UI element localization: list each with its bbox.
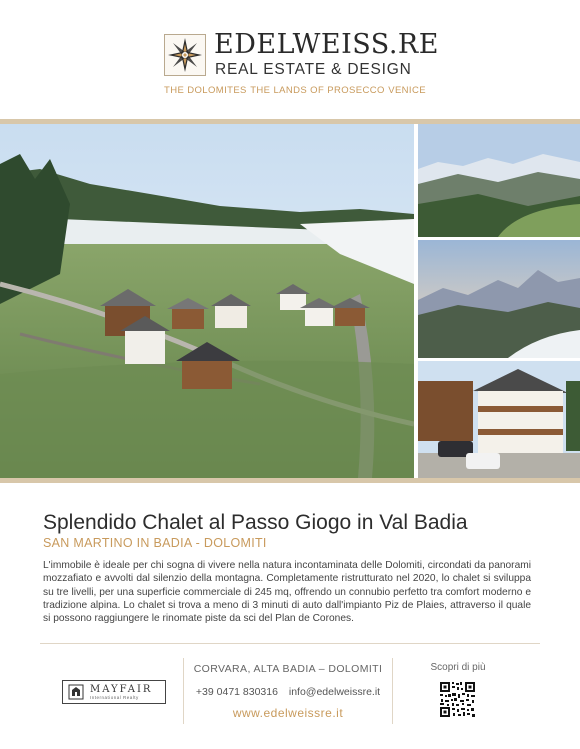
mayfair-logo[interactable] — [62, 680, 166, 704]
email-link[interactable]: info@edelweissre.it — [288, 686, 381, 698]
side-photo-peaks[interactable] — [418, 240, 580, 358]
divider-band-bottom — [0, 478, 580, 483]
region-dolomites[interactable]: THE DOLOMITES — [164, 85, 247, 96]
region-prosecco[interactable]: THE LANDS OF PROSECCO — [250, 85, 385, 96]
mayfair-crest-icon — [68, 684, 84, 700]
listing-description: L'immobile è ideale per chi sogna di vivere nella natura incontaminata delle Dolomiti, circondati da panorami mozzafiato e avvolti dal silenzio della montagna. Completamente ristrutturato nel 2020, lo chalet si sviluppa su tre livelli, per una superficie commerciale di 245 mq, offrendo un connubio perfetto tra comfort moderno e tradizione alpina. Lo chalet si trova a meno di 3 minuti di auto dall'impianto Piz de Plaies, attraverso il quale si possono raggiungere le rinomate piste da sci del Plan de Corones. — [43, 560, 531, 625]
office-location: CORVARA, ALTA BADIA – DOLOMITI — [193, 663, 383, 675]
partner-tagline: International Realty — [90, 694, 139, 700]
footer-divider — [40, 643, 540, 644]
region-venice[interactable]: VENICE — [388, 85, 426, 96]
side-photo-valley[interactable] — [418, 124, 580, 237]
region-list — [164, 85, 426, 96]
brand-name: EDELWEISS.RE — [214, 29, 439, 60]
brand-tagline: REAL ESTATE & DESIGN — [215, 61, 412, 78]
website-link[interactable]: www.edelweissre.it — [232, 706, 344, 720]
side-photo-chalet[interactable] — [418, 361, 580, 478]
qr-label: Scopri di più — [430, 662, 486, 673]
main-photo[interactable] — [0, 124, 414, 478]
brand-header — [0, 0, 580, 118]
phone-link[interactable]: +39 0471 830316 — [195, 686, 278, 698]
partner-name: MAYFAIR — [90, 683, 153, 695]
contact-line — [184, 686, 392, 698]
qr-code-icon[interactable] — [439, 681, 476, 718]
listing-location: SAN MARTINO IN BADIA - DOLOMITI — [43, 536, 267, 550]
edelweiss-logo-icon — [164, 34, 206, 76]
listing-title: Splendido Chalet al Passo Giogo in Val Badia — [43, 511, 468, 534]
